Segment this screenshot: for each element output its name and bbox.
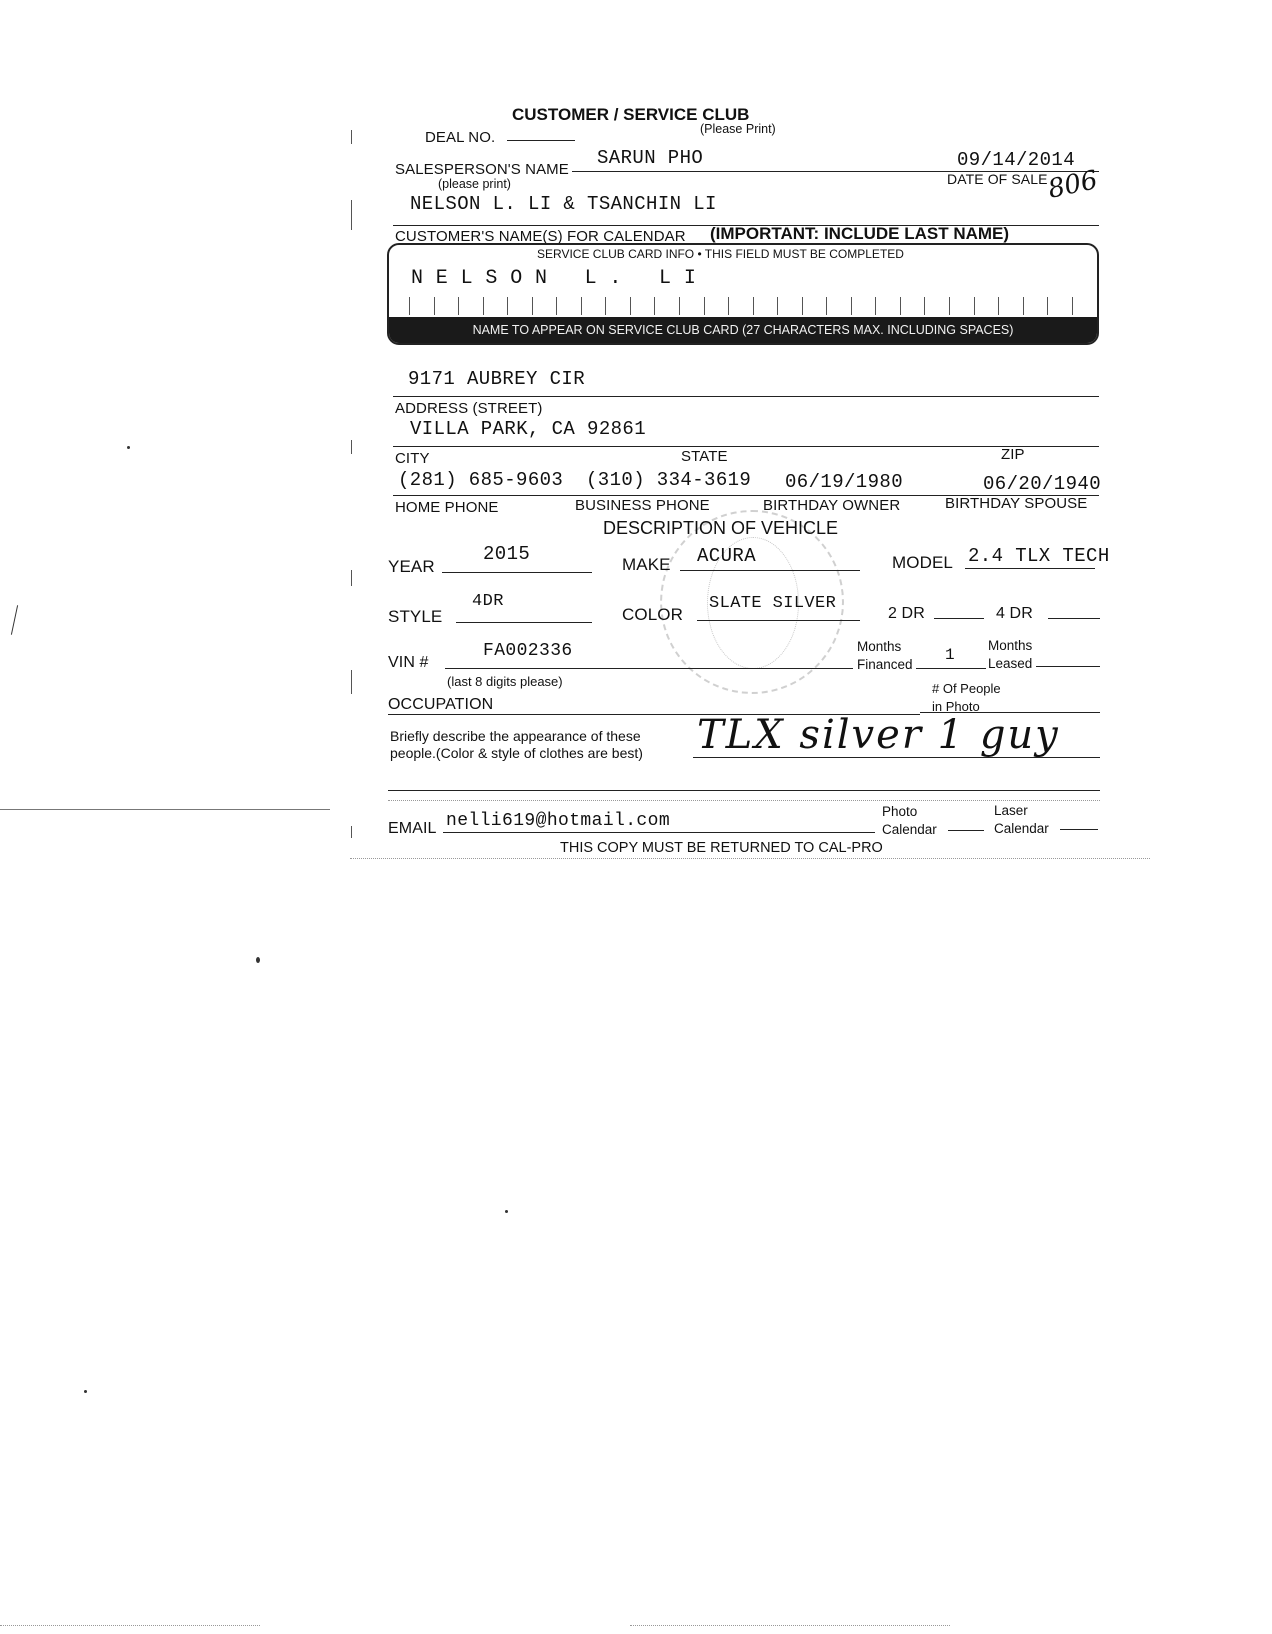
card-header: SERVICE CLUB CARD INFO • THIS FIELD MUST BE COMPLETED [534,247,907,261]
date-of-sale-label: DATE OF SALE [947,171,1048,187]
salesperson-name-value: SARUN PHO [597,147,704,169]
deal-no-label: DEAL NO. [425,129,496,146]
card-footer-bar: NAME TO APPEAR ON SERVICE CLUB CARD (27 CHARACTERS MAX. INCLUDING SPACES) [389,317,1097,343]
two-dr-label: 2 DR [888,605,925,622]
laser-label: Laser [994,803,1028,818]
home-phone-label: HOME PHONE [395,499,499,516]
describe-line-2: people.(Color & style of clothes are best) [390,745,643,761]
leased-label: Leased [988,656,1033,671]
scan-dots [0,1625,260,1626]
card-name-value: N E L S O N L . L I [411,267,697,290]
model-label: MODEL [892,553,953,572]
model-value: 2.4 TLX TECH [968,545,1110,567]
home-phone-value: (281) 685-9603 [398,469,564,491]
margin-tick [351,670,352,694]
please-print-small: (please print) [438,177,511,191]
zip-label: ZIP [1001,446,1025,463]
scan-speck [505,1210,508,1213]
scan-speck [256,957,260,963]
two-dr-line [934,618,984,619]
style-label: STYLE [388,607,443,626]
financed-value: 1 [945,646,956,664]
email-line [443,832,875,833]
months-leased-label-top: Months [988,638,1033,653]
in-photo-label: in Photo [932,699,980,714]
birthday-spouse-label: BIRTHDAY SPOUSE [945,495,1088,512]
describe-line-2-rule [388,790,1100,791]
margin-tick [351,130,352,144]
birthday-spouse-value: 06/20/1940 [983,473,1102,495]
scan-mark [11,605,18,635]
business-phone-label: BUSINESS PHONE [575,497,710,514]
street-value: 9171 AUBREY CIR [408,368,586,390]
describe-handwritten-value: TLX silver 1 guy [697,712,1060,758]
margin-tick [351,440,352,454]
street-line [393,396,1099,397]
city-state-zip-value: VILLA PARK, CA 92861 [410,418,647,440]
leased-line [1036,666,1100,667]
describe-dotted [388,800,1100,801]
four-dr-line [1048,618,1100,619]
color-label: COLOR [622,605,683,624]
scan-speck [84,1390,87,1393]
occupation-label: OCCUPATION [388,696,494,713]
vehicle-section-title: DESCRIPTION OF VEHICLE [603,518,839,538]
style-line [456,622,592,623]
vin-label: VIN # [388,654,429,671]
style-value: 4DR [472,592,504,611]
num-people-label: # Of People [932,681,1001,696]
form-title: CUSTOMER / SERVICE CLUB [512,105,750,124]
deal-no-line [507,140,575,141]
make-value: ACURA [697,545,757,567]
photo-calendar-label: Calendar [882,822,937,837]
color-line [697,620,860,621]
scan-speck [127,446,130,449]
vin-note: (last 8 digits please) [447,674,563,689]
city-line [393,446,1099,447]
service-club-card-box [387,243,1099,345]
vin-line [445,668,853,669]
state-label: STATE [681,448,728,465]
return-note: THIS COPY MUST BE RETURNED TO CAL-PRO [560,840,883,856]
customer-names-label: CUSTOMER'S NAME(S) FOR CALENDAR [395,228,686,245]
photo-label: Photo [882,804,918,819]
laser-calendar-line [1060,829,1098,830]
important-note: (IMPORTANT: INCLUDE LAST NAME) [710,224,1010,243]
make-label: MAKE [622,555,671,574]
margin-tick [351,826,352,838]
color-value: SLATE SILVER [709,594,837,613]
financed-label: Financed [857,657,913,672]
laser-calendar-label: Calendar [994,821,1049,836]
birthday-owner-label: BIRTHDAY OWNER [763,497,901,514]
margin-tick [351,200,352,230]
business-phone-value: (310) 334-3619 [586,469,752,491]
card-character-ticks [409,297,1073,315]
vin-value: FA002336 [483,641,573,661]
customer-names-value: NELSON L. LI & TSANCHIN LI [410,193,717,215]
photo-calendar-line [948,830,984,831]
scan-dots [0,809,330,810]
make-line [680,570,860,571]
financed-line [916,668,986,669]
margin-tick [351,570,352,586]
four-dr-label: 4 DR [996,605,1033,622]
street-label: ADDRESS (STREET) [395,400,543,417]
model-line [965,568,1095,569]
email-label: EMAIL [388,820,437,837]
please-print-note: (Please Print) [700,122,776,136]
scan-dots [630,1625,950,1626]
salesperson-label: SALESPERSON'S NAME [395,161,569,178]
describe-line-1: Briefly describe the appearance of these [390,728,641,744]
date-handwritten-annotation: 806 [1045,165,1101,205]
city-label: CITY [395,450,430,467]
scan-dots [350,858,1150,859]
describe-line [693,757,1100,758]
birthday-owner-value: 06/19/1980 [785,471,904,493]
year-line [442,572,592,573]
date-of-sale-value: 09/14/2014 [957,149,1076,171]
year-label: YEAR [388,557,435,576]
year-value: 2015 [483,543,531,565]
email-value: nelli619@hotmail.com [446,811,671,831]
months-financed-label-top: Months [857,639,902,654]
